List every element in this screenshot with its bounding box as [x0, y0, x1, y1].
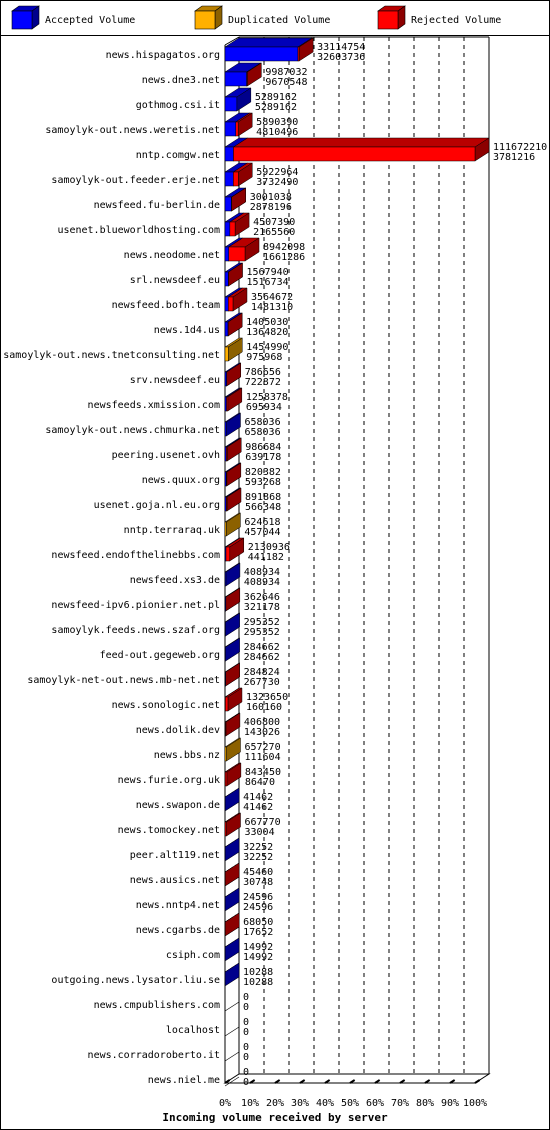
bar-rejected-front	[233, 172, 238, 186]
legend-swatch	[12, 11, 32, 29]
bar-rejected-front	[230, 222, 235, 236]
bar-group	[225, 138, 547, 163]
category-label: newsfeed.bofh.team	[111, 300, 220, 311]
bar-group	[225, 238, 305, 263]
bar-total-label: 33114754	[317, 42, 366, 53]
bar-accepted-label: 143026	[243, 727, 281, 738]
category-label: news.corradoroberto.it	[87, 1050, 220, 1061]
bar-accepted-front	[225, 272, 228, 286]
bar-group	[225, 88, 297, 113]
bar-total-label: 0	[243, 992, 250, 1003]
bar-accepted-label: 658036	[244, 427, 281, 438]
category-label: news.dne3.net	[141, 75, 220, 86]
bar-rejected-front	[226, 472, 227, 486]
x-tick-label: 70%	[390, 1098, 410, 1109]
category-label: nntp.comgw.net	[135, 150, 220, 161]
x-tick-label: 40%	[315, 1098, 335, 1109]
category-label: feed-out.gegeweb.org	[99, 650, 220, 661]
category-label: samoylyk-out.news.weretis.net	[45, 125, 220, 136]
category-label: localhost	[165, 1025, 220, 1036]
legend-label: Duplicated Volume	[228, 15, 331, 26]
category-label: usenet.blueworldhosting.com	[57, 225, 220, 236]
legend-label: Accepted Volume	[45, 15, 136, 26]
bar-group	[225, 63, 308, 88]
bar-total-label: 657270	[244, 742, 281, 753]
bar-accepted-label: 441182	[247, 552, 284, 563]
bar-total-label: 406800	[243, 717, 281, 728]
bar-accepted-label: 32603736	[317, 52, 366, 63]
category-label: nntp.terraraq.uk	[123, 525, 220, 536]
bar-accepted-front	[225, 622, 226, 636]
bar-accepted-label: 86470	[244, 777, 275, 788]
category-label: news.bbs.nz	[153, 750, 220, 761]
category-label: usenet.goja.nl.eu.org	[93, 500, 220, 511]
bar-accepted-top	[225, 38, 312, 47]
bar-accepted-front	[225, 647, 226, 661]
bar-total-label: 0	[243, 1067, 250, 1078]
x-tick-label: 50%	[340, 1098, 360, 1109]
category-label: news.neodome.net	[123, 250, 220, 261]
bar-rejected-front	[225, 697, 228, 711]
category-label: newsfeed.xs3.de	[129, 575, 220, 586]
bar-total-label: 4507390	[253, 217, 296, 228]
bar-total-label: 362646	[243, 592, 280, 603]
category-label: peer.alt119.net	[129, 850, 220, 861]
bar-total-label: 284824	[243, 667, 280, 678]
category-label: news.cgarbs.de	[135, 925, 220, 936]
bar-rejected-front	[298, 47, 299, 61]
bar-duplicated-front	[225, 347, 228, 361]
bar-total-label: 891868	[244, 492, 282, 503]
category-label: samoylyk-out.news.chmurka.net	[45, 425, 220, 436]
category-label: news.hispagatos.org	[105, 50, 220, 61]
legend-label: Rejected Volume	[411, 15, 502, 26]
bar-total-label: 624618	[244, 517, 281, 528]
bar-rejected-front	[226, 447, 227, 461]
bar-total-label: 111672210	[493, 142, 548, 153]
category-label: newsfeed-ipv6.pionier.net.pl	[51, 600, 220, 611]
x-tick-label: 30%	[290, 1098, 310, 1109]
bar-accepted-label: 3732490	[256, 177, 299, 188]
bar-total-label: 658036	[244, 417, 281, 428]
bar-accepted-label: 0	[243, 1027, 250, 1038]
bar-total-label: 295352	[243, 617, 280, 628]
bar-accepted-label: 566348	[244, 502, 282, 513]
bar-accepted-front	[225, 247, 229, 261]
bar-duplicated-front	[225, 522, 226, 536]
x-tick-label: 10%	[240, 1098, 260, 1109]
bar-accepted-label: 24596	[243, 902, 274, 913]
bar-accepted-label: 593268	[244, 477, 281, 488]
plot-floor	[225, 1074, 489, 1083]
x-tick-label: 100%	[462, 1098, 488, 1109]
bar-total-label: 1454990	[246, 342, 289, 353]
bar-rejected-front	[229, 247, 245, 261]
x-tick-label: 80%	[415, 1098, 435, 1109]
bar-accepted-label: 975968	[246, 352, 283, 363]
bar-accepted-front	[225, 47, 298, 61]
bar-group	[225, 163, 298, 188]
bar-group	[225, 213, 295, 238]
bar-total-label: 820382	[244, 467, 281, 478]
bar-accepted-front	[225, 172, 233, 186]
bar-rejected-top	[233, 138, 489, 147]
bar-duplicated-front	[225, 747, 226, 761]
bar-total-label: 9987032	[265, 67, 308, 78]
category-label: newsfeed.endofthelinebbs.com	[51, 550, 220, 561]
x-tick-label: 60%	[365, 1098, 385, 1109]
category-label: samoylyk-net-out.news.mb-net.net	[27, 675, 220, 686]
bar-accepted-label: 295352	[243, 627, 280, 638]
bar-accepted-label: 111604	[244, 752, 281, 763]
bar-rejected-front	[226, 497, 227, 511]
bar-accepted-front	[225, 122, 236, 136]
bar-accepted-label: 41462	[243, 802, 274, 813]
bar-accepted-front	[225, 422, 226, 436]
category-label: news.dolik.dev	[135, 725, 220, 736]
bar-accepted-label: 160160	[245, 702, 283, 713]
bar-accepted-front	[225, 72, 247, 86]
bar-total-label: 786656	[244, 367, 281, 378]
category-label: samoylyk-out.news.tnetconsulting.net	[3, 350, 220, 361]
bar-accepted-label: 1516734	[246, 277, 289, 288]
bar-accepted-front	[225, 222, 230, 236]
bar-accepted-label: 0	[243, 1002, 250, 1013]
bar-total-label: 0	[243, 1017, 250, 1028]
bar-accepted-front	[225, 197, 231, 211]
bar-total-label: 1258378	[245, 392, 288, 403]
bar-total-label: 45460	[243, 867, 274, 878]
bar-accepted-label: 14992	[243, 952, 274, 963]
bar-accepted-label: 0	[243, 1077, 250, 1088]
category-label: news.cmpublishers.com	[93, 1000, 220, 1011]
bar-accepted-label: 408934	[243, 577, 281, 588]
bar-rejected-front	[236, 122, 238, 136]
bar-accepted-label: 0	[243, 1052, 250, 1063]
bar-accepted-label: 695934	[245, 402, 282, 413]
bar-accepted-label: 1661286	[263, 252, 306, 263]
bar-total-label: 5922964	[256, 167, 299, 178]
bar-total-label: 24596	[243, 892, 274, 903]
legend-swatch	[378, 11, 398, 29]
bar-total-label: 14992	[243, 942, 274, 953]
category-label: news.swapon.de	[135, 800, 220, 811]
bar-accepted-label: 32252	[243, 852, 274, 863]
category-label: news.nntp4.net	[135, 900, 220, 911]
bar-total-label: 68050	[243, 917, 274, 928]
bar-accepted-label: 1364820	[246, 327, 289, 338]
bar-accepted-label: 9670548	[265, 77, 308, 88]
bar-rejected	[233, 138, 489, 161]
bar-rejected-front	[247, 72, 248, 86]
bar-accepted-label: 1481310	[250, 302, 294, 313]
bar-accepted-front	[225, 322, 228, 336]
category-label: peering.usenet.ovh	[111, 450, 220, 461]
bar-total-label: 667770	[244, 817, 281, 828]
bar-accepted-front	[225, 572, 226, 586]
bar-total-label: 986684	[245, 442, 282, 453]
bar-accepted-label: 457044	[244, 527, 281, 538]
bar-rejected-front	[228, 297, 233, 311]
category-label: news.1d4.us	[153, 325, 220, 336]
bar-rejected-front	[225, 772, 227, 786]
bar-accepted-label: 639178	[245, 452, 282, 463]
category-label: gothmog.csi.it	[135, 100, 220, 111]
bar-total-label: 5890390	[256, 117, 299, 128]
bar-rejected-front	[225, 822, 226, 836]
bar-accepted-label: 5289162	[254, 102, 297, 113]
bar-accepted-front	[225, 97, 237, 111]
bar-rejected-front	[225, 722, 226, 736]
category-label: samoylyk.feeds.news.szaf.org	[51, 625, 220, 636]
bar-total-label: 1405030	[246, 317, 289, 328]
bar-accepted-label: 3781216	[493, 152, 536, 163]
bar-group	[225, 113, 298, 138]
bar-total-label: 0	[243, 1042, 250, 1053]
bar-total-label: 10288	[243, 967, 274, 978]
bar-rejected-front	[226, 547, 230, 561]
category-label: outgoing.news.lysator.liu.se	[51, 975, 220, 986]
bar-accepted-label: 321178	[243, 602, 280, 613]
bar-rejected-front	[227, 397, 228, 411]
bar-accepted-label: 2878196	[249, 202, 292, 213]
x-axis-label: Incoming volume received by server	[162, 1111, 388, 1124]
bar-accepted-label: 4810496	[256, 127, 299, 138]
bar-total-label: 3564672	[250, 292, 294, 303]
bar-accepted-front	[225, 297, 228, 311]
category-label: csiph.com	[165, 950, 220, 961]
bar-total-label: 3001038	[249, 192, 292, 203]
bar-accepted-label: 33004	[244, 827, 275, 838]
bar-accepted-label: 267730	[243, 677, 280, 688]
bar-group	[225, 288, 293, 313]
bar-total-label: 284662	[243, 642, 280, 653]
category-label: newsfeed.fu-berlin.de	[93, 200, 220, 211]
legend-swatch	[195, 11, 215, 29]
bar-total-label: 8942098	[263, 242, 306, 253]
category-label: newsfeeds.xmission.com	[87, 400, 220, 411]
category-label: news.sonologic.net	[111, 700, 220, 711]
bar-total-label: 1323650	[245, 692, 289, 703]
category-label: news.niel.me	[147, 1075, 220, 1086]
category-label: samoylyk-out.feeder.erje.net	[51, 175, 220, 186]
bar-group	[225, 38, 365, 63]
bar-total-label: 843450	[244, 767, 282, 778]
category-label: news.tomockey.net	[117, 825, 220, 836]
bar-total-label: 41462	[243, 792, 274, 803]
category-label: news.furie.org.uk	[117, 775, 220, 786]
category-label: news.ausics.net	[129, 875, 220, 886]
category-label: news.quux.org	[141, 475, 220, 486]
x-tick-label: 20%	[265, 1098, 285, 1109]
x-tick-label: 0%	[218, 1098, 232, 1109]
category-label: srl.newsdeef.eu	[129, 275, 220, 286]
bar-accepted-front	[225, 147, 233, 161]
bar-accepted-label: 10288	[243, 977, 274, 988]
category-label: srv.newsdeef.eu	[129, 375, 220, 386]
bar-accepted-label: 2165560	[253, 227, 296, 238]
bar-rejected-front	[233, 147, 475, 161]
bar-accepted-label: 284662	[243, 652, 280, 663]
bar-total-label: 1567940	[246, 267, 289, 278]
bar-accepted-label: 722872	[244, 377, 281, 388]
x-tick-label: 90%	[440, 1098, 460, 1109]
bar-accepted-label: 17652	[243, 927, 274, 938]
bar-total-label: 5289162	[254, 92, 297, 103]
bar-total-label: 2130936	[247, 542, 290, 553]
bar-total-label: 32252	[243, 842, 274, 853]
bar-total-label: 408934	[243, 567, 281, 578]
bar-accepted-label: 30748	[243, 877, 274, 888]
